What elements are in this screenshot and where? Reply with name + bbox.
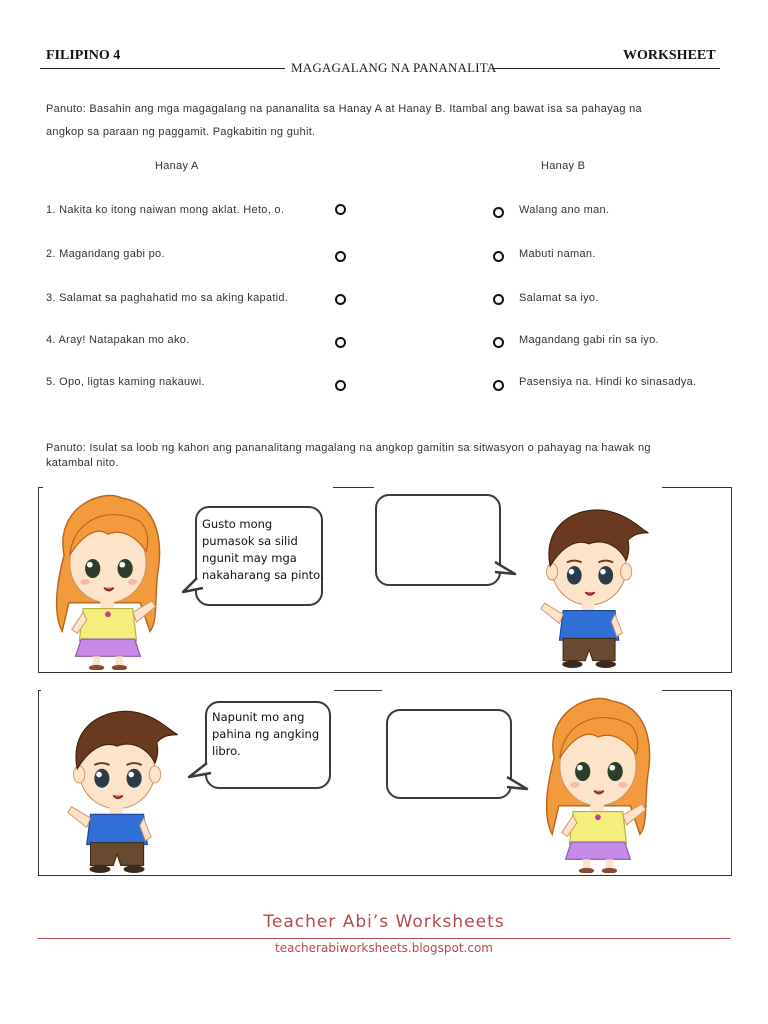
situation-1-line-1: Gusto mong bbox=[202, 517, 273, 531]
situation-1-line-2: pumasok sa silid bbox=[202, 534, 298, 548]
match-dot-a-4[interactable] bbox=[335, 337, 346, 348]
column-a-header: Hanay A bbox=[155, 160, 199, 172]
situation-text-1 bbox=[202, 516, 324, 584]
answer-box-1[interactable] bbox=[375, 494, 501, 586]
bubble-tail-2 bbox=[187, 761, 213, 781]
panel2-top-gap-left bbox=[41, 689, 334, 692]
part2-instruction-line1: Panuto: Isulat sa loob ng kahon ang pananalitang magalang na angkop gamitin sa sitwasyon o pahayag na hawak ng bbox=[46, 442, 651, 454]
item-b-1: Walang ano man. bbox=[519, 204, 610, 216]
item-a-2: 2. Magandang gabi po. bbox=[46, 248, 165, 260]
girl-character-icon bbox=[45, 488, 169, 670]
match-dot-a-5[interactable] bbox=[335, 380, 346, 391]
item-b-3: Salamat sa iyo. bbox=[519, 292, 599, 304]
situation-2-line-1: Napunit mo ang bbox=[212, 710, 305, 724]
header-rule-left bbox=[40, 68, 285, 69]
boy-character-2-icon bbox=[43, 693, 193, 873]
situation-text-2 bbox=[212, 709, 332, 760]
situation-2-line-2: pahina ng angking bbox=[212, 727, 320, 741]
item-a-4: 4. Aray! Natapakan mo ako. bbox=[46, 334, 190, 346]
answer-bubble-tail-2 bbox=[505, 773, 531, 795]
subject-label: FILIPINO 4 bbox=[46, 48, 121, 63]
match-dot-b-2[interactable] bbox=[493, 251, 504, 262]
footer-url: teacherabiworksheets.blogspot.com bbox=[275, 941, 493, 955]
item-a-5: 5. Opo, ligtas kaming nakauwi. bbox=[46, 376, 205, 388]
footer-rule bbox=[38, 938, 730, 939]
part1-instructions bbox=[46, 98, 736, 144]
item-b-4: Magandang gabi rin sa iyo. bbox=[519, 334, 659, 346]
header-rule-right bbox=[492, 68, 720, 69]
match-dot-b-4[interactable] bbox=[493, 337, 504, 348]
item-a-1: 1. Nakita ko itong naiwan mong aklat. Heto, o. bbox=[46, 204, 285, 216]
part1-instruction-line1: Panuto: Basahin ang mga magagalang na pananalita sa Hanay A at Hanay B. Itambal ang bawat isa sa pahayag na bbox=[46, 103, 642, 115]
match-dot-a-1[interactable] bbox=[335, 204, 346, 215]
match-dot-a-3[interactable] bbox=[335, 294, 346, 305]
situation-2-line-3: libro. bbox=[212, 744, 241, 758]
match-dot-a-2[interactable] bbox=[335, 251, 346, 262]
boy-character-icon bbox=[515, 492, 665, 668]
column-b-header: Hanay B bbox=[541, 160, 586, 172]
page-title: MAGAGALANG NA PANANALITA bbox=[291, 60, 497, 75]
part2-instructions bbox=[46, 441, 736, 471]
panel1-top-gap-right bbox=[374, 486, 662, 489]
item-b-2: Mabuti naman. bbox=[519, 248, 596, 260]
part1-instruction-line2: angkop sa paraan ng paggamit. Pagkabitin ng guhit. bbox=[46, 126, 316, 138]
answer-box-2[interactable] bbox=[386, 709, 512, 799]
match-dot-b-5[interactable] bbox=[493, 380, 504, 391]
part2-instruction-line2: katambal nito. bbox=[46, 457, 119, 469]
situation-1-line-4: nakaharang sa pinto. bbox=[202, 568, 324, 582]
girl-character-2-icon bbox=[535, 691, 659, 873]
situation-1-line-3: ngunit may mga bbox=[202, 551, 297, 565]
worksheet-label: WORKSHEET bbox=[623, 48, 716, 63]
scenario-panel-2 bbox=[38, 690, 732, 876]
item-b-5: Pasensiya na. Hindi ko sinasadya. bbox=[519, 376, 697, 388]
scenario-panel-1 bbox=[38, 487, 732, 673]
match-dot-b-1[interactable] bbox=[493, 207, 504, 218]
footer-brand: Teacher Abi’s Worksheets bbox=[263, 912, 505, 932]
item-a-3: 3. Salamat sa paghahatid mo sa aking kapatid. bbox=[46, 292, 289, 304]
match-dot-b-3[interactable] bbox=[493, 294, 504, 305]
